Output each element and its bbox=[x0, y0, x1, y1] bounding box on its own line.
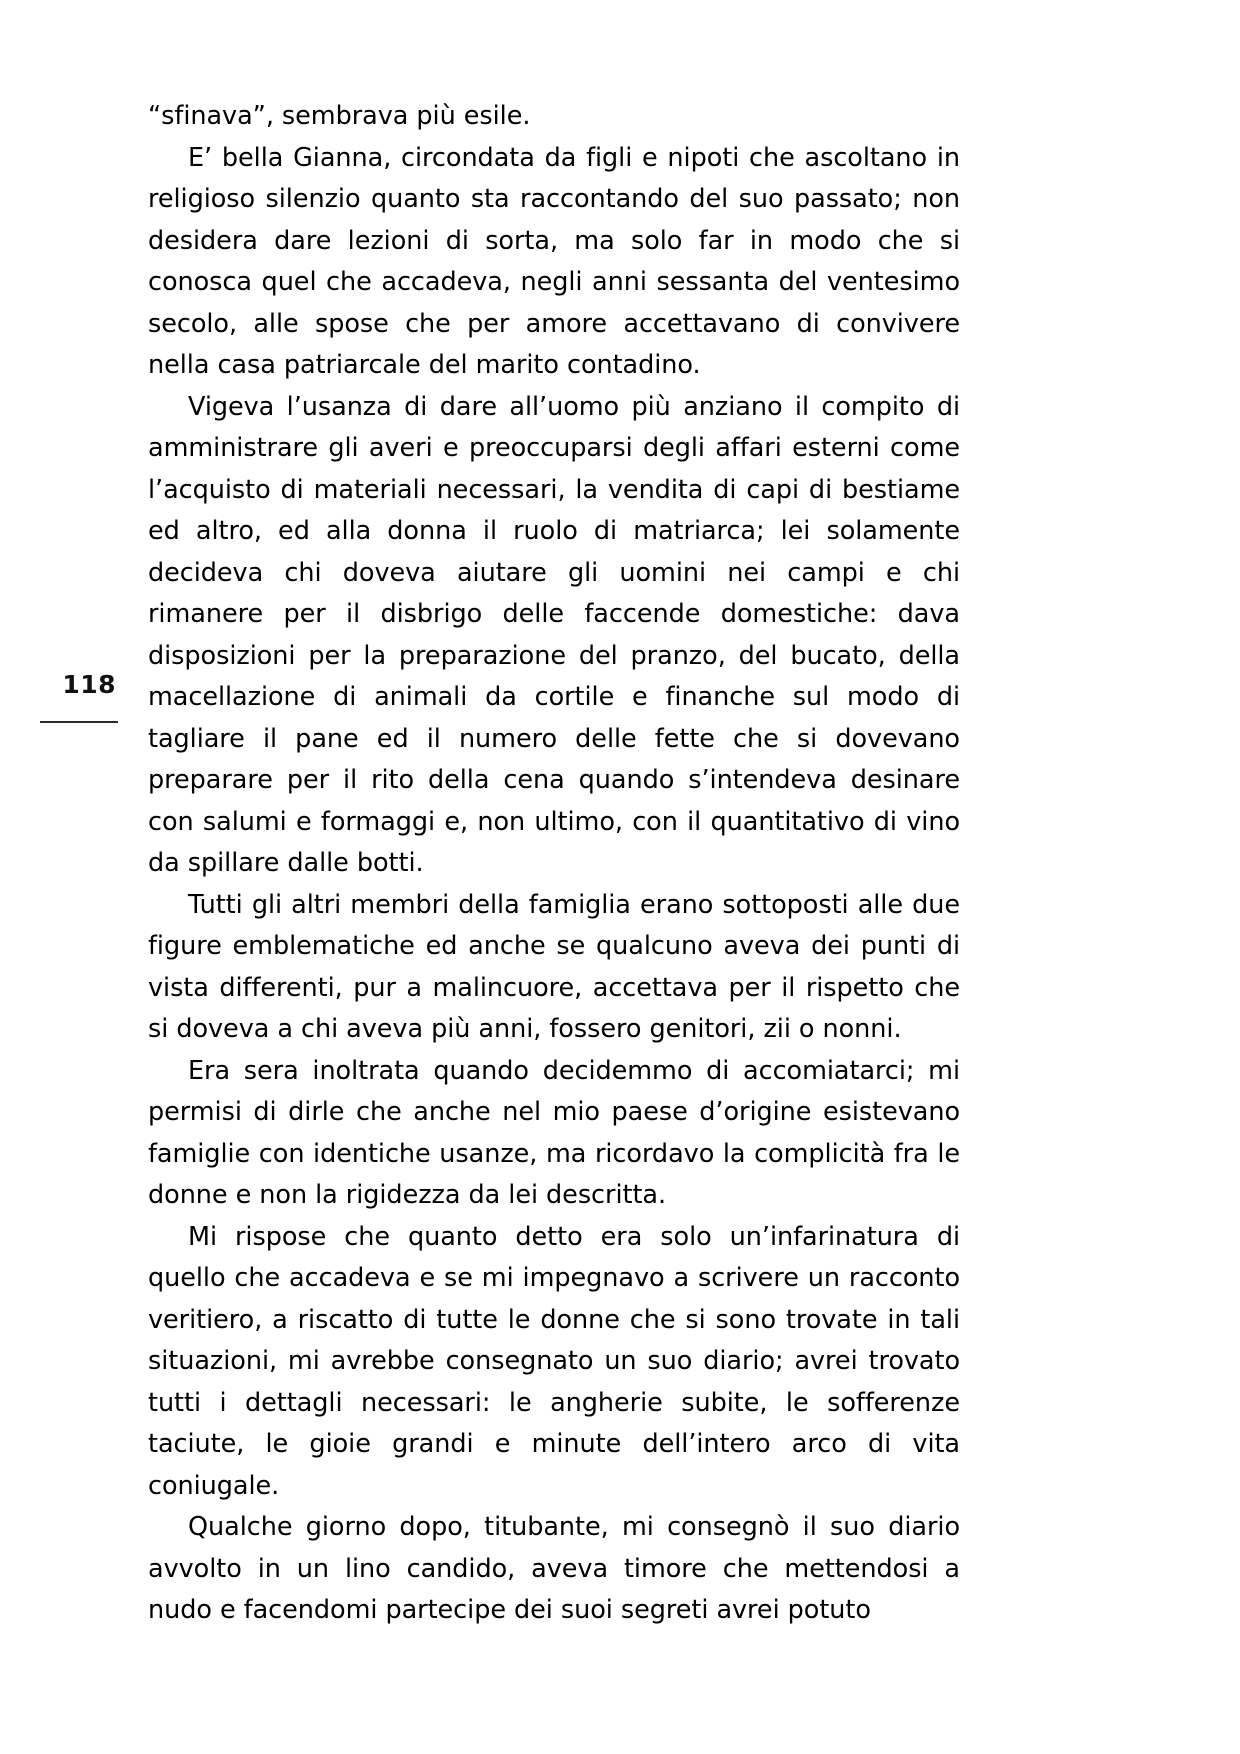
page-number-rule bbox=[40, 721, 118, 723]
paragraph: Vigeva l’usanza di dare all’uomo più anziano il compito di amministrare gli averi e preoccuparsi degli affari esterni come l’acquisto di materiali necessari, la vendita di capi di bestiame ed altro, ed alla donna il ruolo di matriarca; lei solamente decideva chi doveva aiutare gli uomini nei campi e chi rimanere per il disbrigo delle faccende domestiche: dava disposizioni per la preparazione del pranzo, del bucato, della macellazione di animali da cortile e finanche sul modo di tagliare il pane ed il numero delle fette che si dovevano preparare per il rito della cena quando s’intendeva desinare con salumi e formaggi e, non ultimo, con il quantitativo di vino da spillare dalle botti. bbox=[148, 391, 960, 878]
paragraph: Tutti gli altri membri della famiglia erano sottoposti alle due figure emblematiche ed anche se qualcuno aveva dei punti di vista differenti, pur a malincuore, accettava per il rispetto che si doveva a chi aveva più anni, fossero genitori, zii o nonni. bbox=[148, 889, 960, 1044]
paragraph: Era sera inoltrata quando decidemmo di accomiatarci; mi permisi di dirle che anche nel mio paese d’origine esistevano famiglie con identiche usanze, ma ricordavo la complicità fra le donne e non la rigidezza da lei descritta. bbox=[148, 1055, 960, 1210]
page-number-block bbox=[40, 672, 116, 723]
paragraph: Mi rispose che quanto detto era solo un’infarinatura di quello che accadeva e se mi impegnavo a scrivere un racconto veritiero, a riscatto di tutte le donne che si sono trovate in tali situazioni, mi avrebbe consegnato un suo diario; avrei trovato tutti i dettagli necessari: le angherie subite, le sofferenze taciute, le gioie grandi e minute dell’intero arco di vita coniugale. bbox=[148, 1221, 960, 1501]
paragraph: “sfinava”, sembrava più esile. bbox=[148, 101, 531, 131]
body-text-column bbox=[148, 96, 960, 1632]
paragraph: E’ bella Gianna, circondata da figli e nipoti che ascoltano in religioso silenzio quanto sta raccontando del suo passato; non desidera dare lezioni di sorta, ma solo far in modo che si conosca quel che accadeva, negli anni sessanta del ventesimo secolo, alle spose che per amore accettavano di convivere nella casa patriarcale del marito contadino. bbox=[148, 142, 960, 380]
page-number: 118 bbox=[62, 670, 116, 699]
paragraph: Qualche giorno dopo, titubante, mi consegnò il suo diario avvolto in un lino candido, aveva timore che mettendosi a nudo e facendomi partecipe dei suoi segreti avrei potuto bbox=[148, 1512, 960, 1625]
